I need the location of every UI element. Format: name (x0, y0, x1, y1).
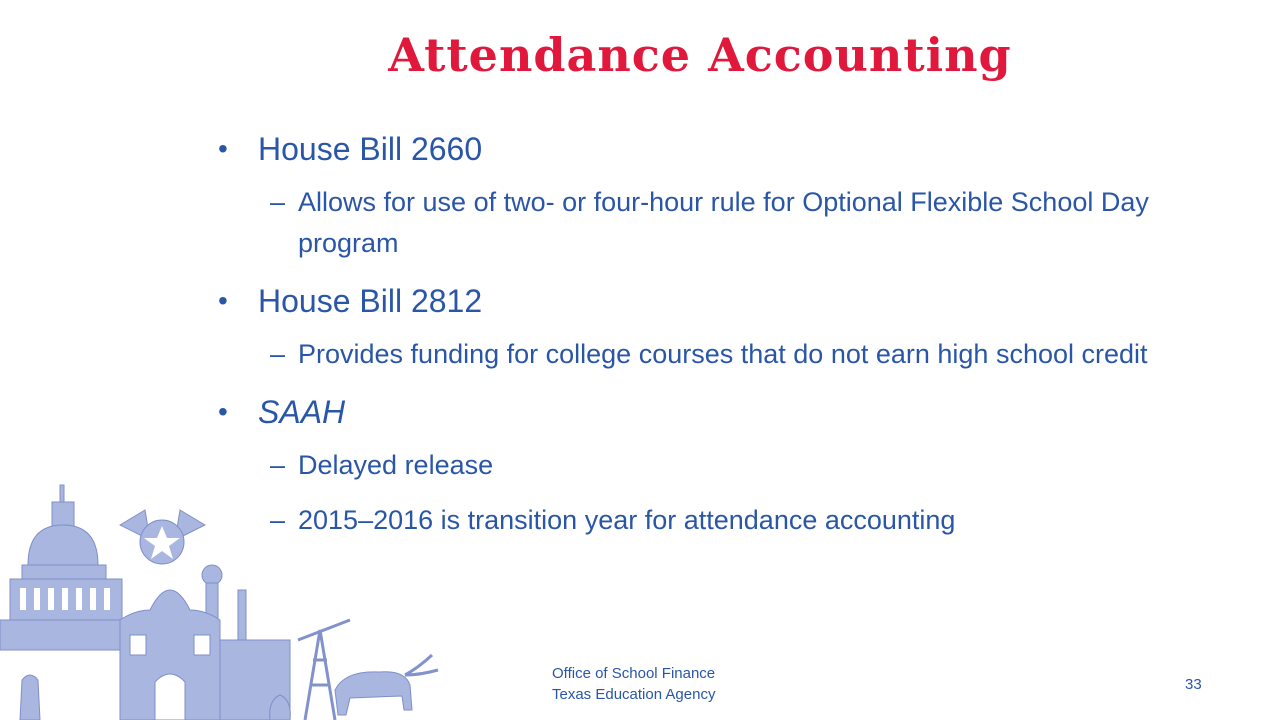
alamo-icon (120, 590, 290, 720)
sub-bullet-text: 2015–2016 is transition year for attendance accounting (298, 505, 956, 535)
capitol-building-icon (0, 485, 135, 650)
footer (552, 663, 715, 705)
sub-bullet-text: Delayed release (298, 450, 494, 480)
sub-bullet-item (218, 182, 1218, 264)
bullet-text: SAAH (258, 394, 346, 430)
dash-icon: – (270, 505, 286, 535)
footer-agency: Texas Education Agency (552, 686, 716, 703)
footer-office: Office of School Finance (552, 665, 716, 682)
bullet-text: House Bill 2660 (258, 131, 483, 167)
bullet-icon: • (218, 133, 228, 164)
bullet-item (218, 278, 1218, 324)
state-seal-icon (120, 510, 205, 564)
bullet-icon: • (218, 396, 228, 427)
dash-icon: – (270, 450, 286, 480)
sub-bullet-item (218, 334, 1218, 375)
bullet-item (218, 389, 1218, 435)
bullet-icon: • (218, 285, 228, 316)
slide-title: Attendance Accounting (388, 28, 1012, 82)
dash-icon: – (270, 187, 286, 217)
sub-bullet-text: Allows for use of two- or four-hour rule for Optional Flexible School Day program (298, 187, 1149, 258)
bullet-text: House Bill 2812 (258, 283, 483, 319)
texas-illustration (0, 470, 440, 720)
dash-icon: – (270, 339, 286, 369)
page-number: 33 (1185, 676, 1202, 693)
bullet-item (218, 126, 1218, 172)
longhorn-icon (335, 655, 438, 715)
sub-bullet-text: Provides funding for college courses that do not earn high school credit (298, 339, 1148, 369)
